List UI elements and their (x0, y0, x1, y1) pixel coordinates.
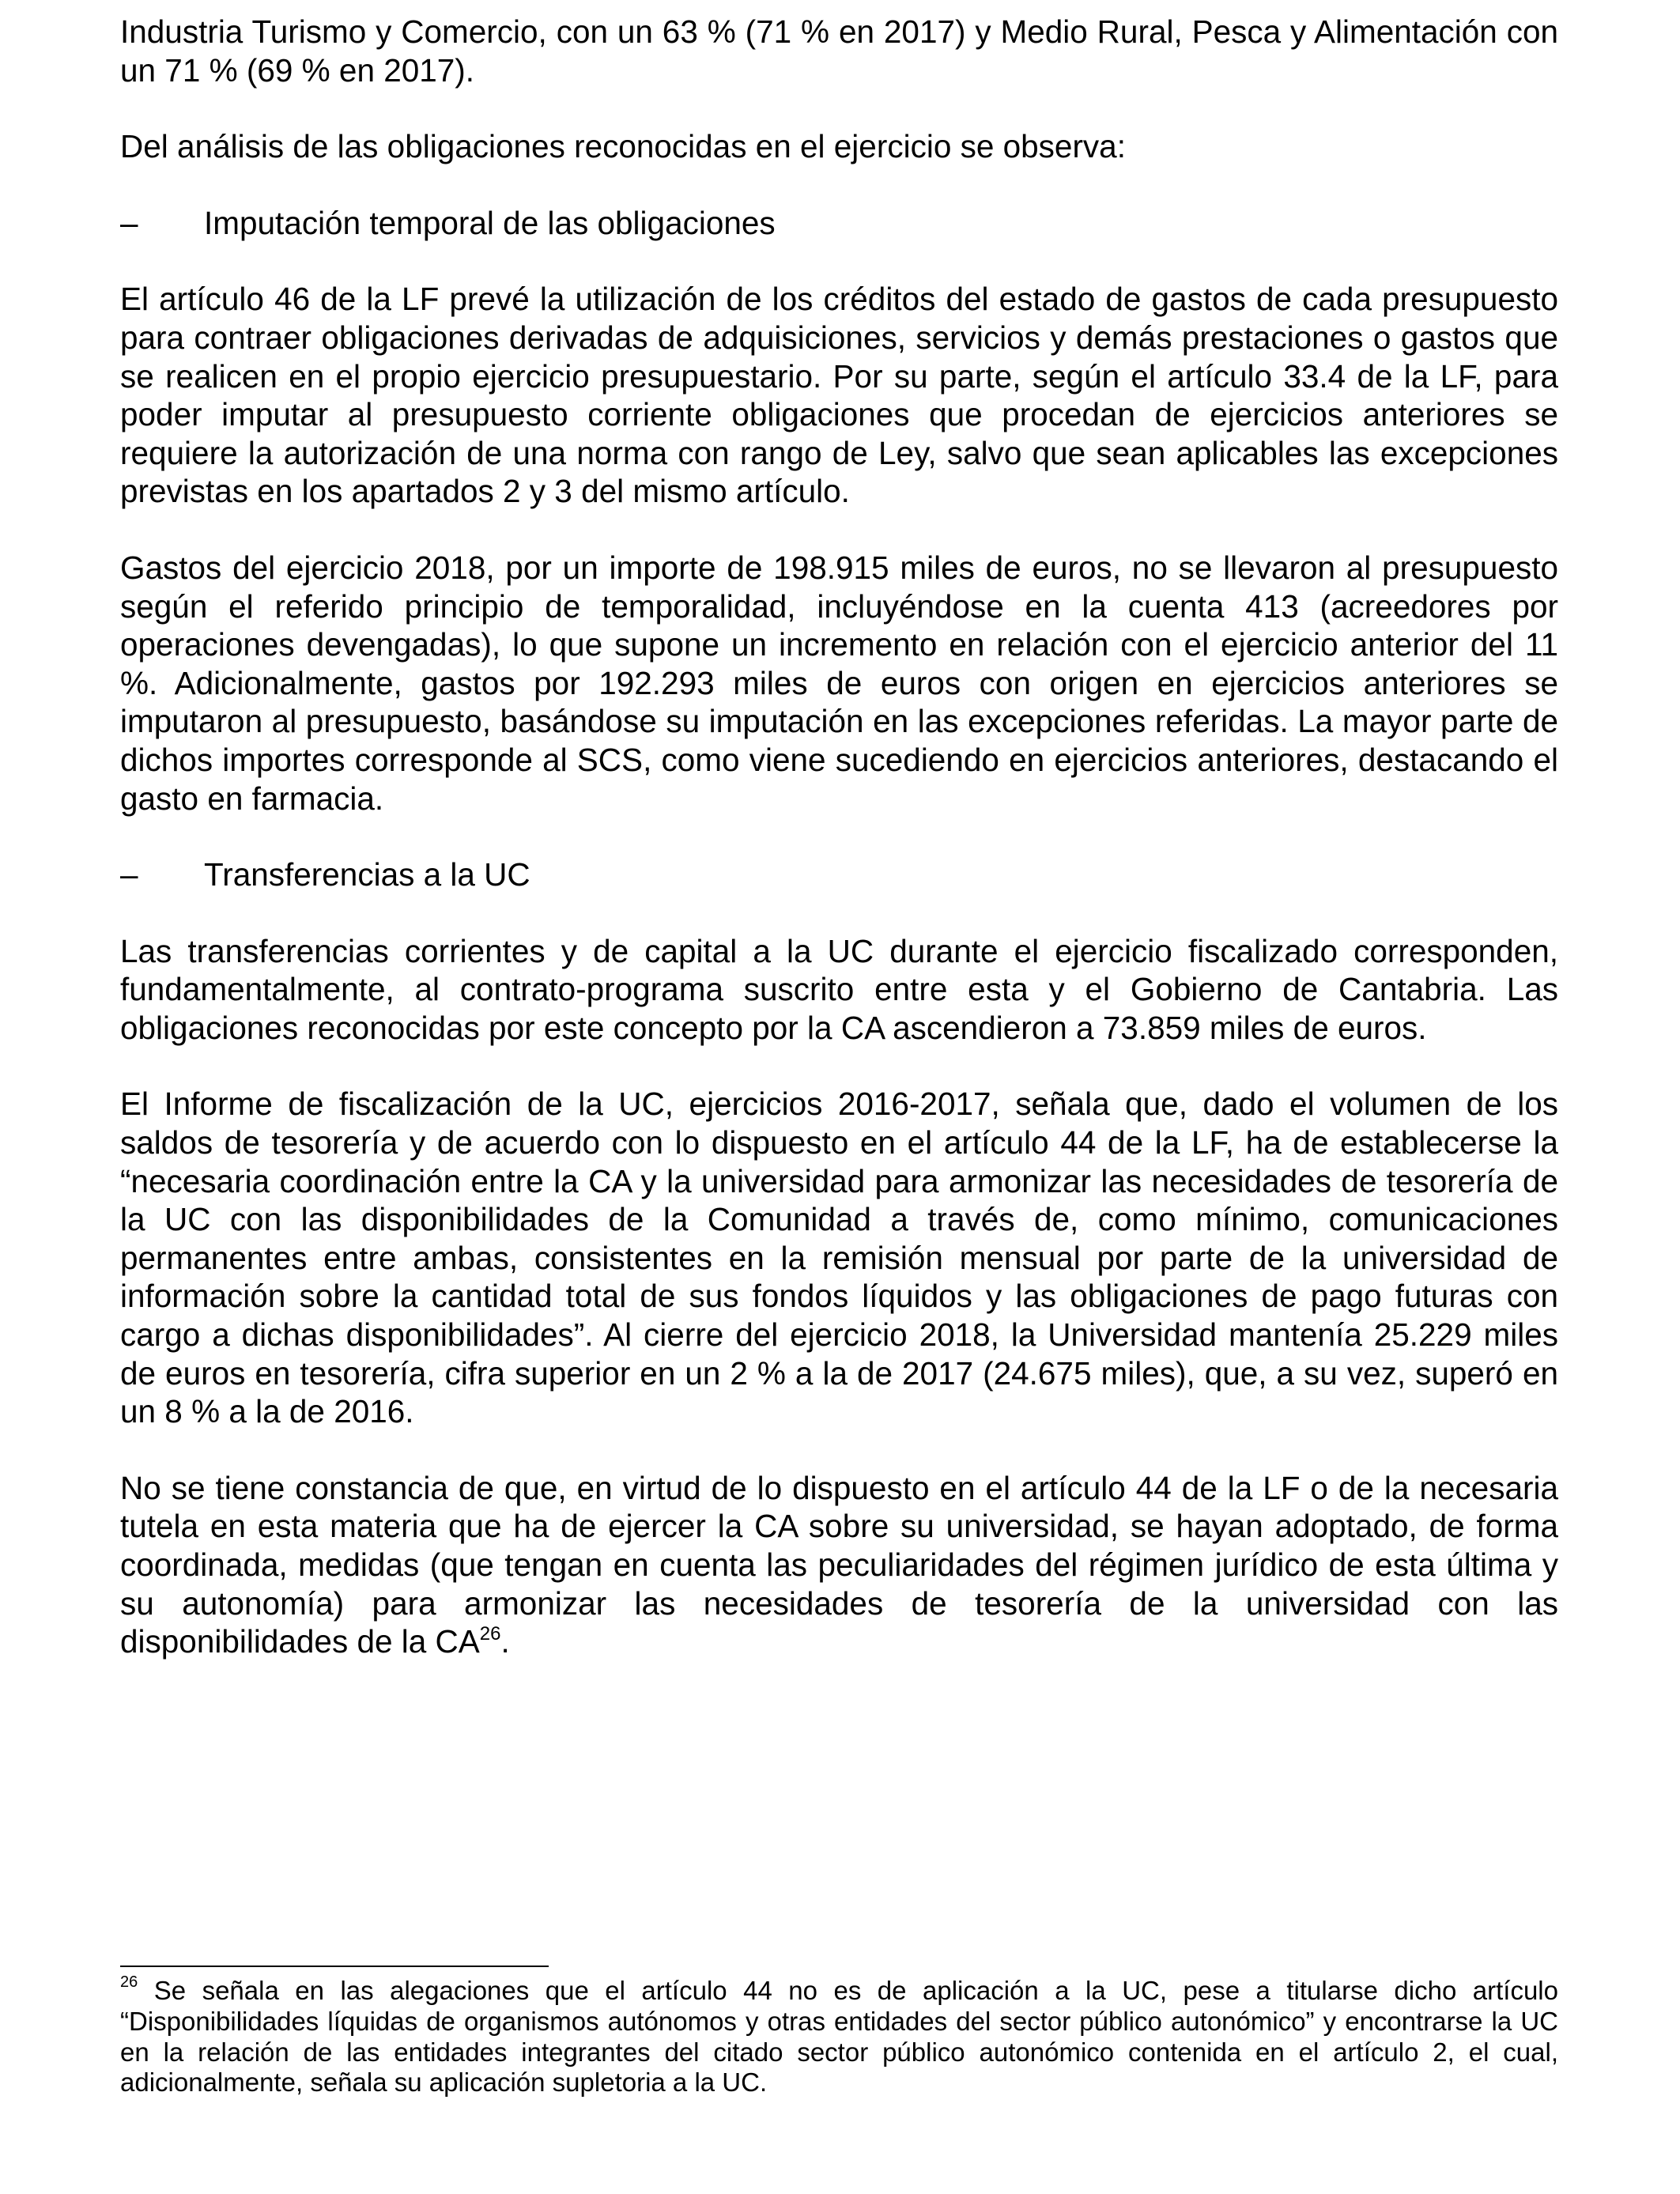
paragraph-expenses-2018: Gastos del ejercicio 2018, por un importe de 198.915 miles de euros, no se llevaron al presupuesto según el referido principio de temporalidad, incluyéndose en la cuenta 413 (acreedores por operaciones devengadas), lo que supone un incremento en relación con el ejercicio anterior del 11 %. Adicionalmente, gastos por 192.293 miles de euros con origen en ejercicios anteriores se imputaron al presupuesto, basándose su imputación en las excepciones referidas. La mayor parte de dichos importes corresponde al SCS, como viene sucediendo en ejercicios anteriores, destacando el gasto en farmacia. (120, 549, 1558, 817)
paragraph-uc-transfers: Las transferencias corrientes y de capital a la UC durante el ejercicio fiscalizado corresponden, fundamentalmente, al contrato-programa suscrito entre esta y el Gobierno de Cantabria. Las obligaciones reconocidas por este concepto por la CA ascendieron a 73.859 miles de euros. (120, 932, 1558, 1046)
list-item-temporal-imputation (120, 204, 1558, 243)
list-item-uc-transfers (120, 855, 1558, 894)
paragraph-no-evidence-text: No se tiene constancia de que, en virtud de lo dispuesto en el artículo 44 de la LF o de la necesaria tutela en esta materia que ha de ejercer la CA sobre su universidad, se hayan adoptado, de forma coordinada, medidas (que tengan en cuenta las peculiaridades del régimen jurídico de esta última y su autonomía) para armonizar las necesidades de tesorería de la universidad con las disponibilidades de la CA (120, 1469, 1558, 1660)
section-heading-temporal-imputation: Imputación temporal de las obligaciones (204, 204, 776, 241)
footnote-text: Se señala en las alegaciones que el artículo 44 no es de aplicación a la UC, pese a titularse dicho artículo “Disponibilidades líquidas de organismos autónomos y otras entidades del sector público autonómico” y encontrarse la UC en la relación de las entidades integrantes del citado sector público autonómico contenida en el artículo 2, el cual, adicionalmente, señala su aplicación supletoria a la UC. (120, 1976, 1558, 2098)
footnote-reference[interactable]: 26 (479, 1622, 501, 1645)
paragraph-intro-continuation: Industria Turismo y Comercio, con un 63 % (71 % en 2017) y Medio Rural, Pesca y Alimentación con un 71 % (69 % en 2017). (120, 13, 1558, 89)
paragraph-uc-audit-report: El Informe de fiscalización de la UC, ejercicios 2016-2017, señala que, dado el volumen de los saldos de tesorería y de acuerdo con lo dispuesto en el artículo 44 de la LF, ha de establecerse la “necesaria coordinación entre la CA y la universidad para armonizar las necesidades de tesorería de la UC con las disponibilidades de la Comunidad a través de, como mínimo, comunicaciones permanentes entre ambas, consistentes en la remisión mensual por parte de la universidad de información sobre la cantidad total de sus fondos líquidos y las obligaciones de pago futuras con cargo a dichas disponibilidades”. Al cierre del ejercicio 2018, la Universidad mantenía 25.229 miles de euros en tesorería, cifra superior en un 2 % a la de 2017 (24.675 miles), que, a su vez, superó en un 8 % a la de 2016. (120, 1086, 1558, 1430)
footnote-paragraph (120, 1973, 1558, 2098)
footnote-number: 26 (120, 1973, 138, 1991)
footnote-separator (120, 1966, 549, 1967)
paragraph-no-evidence (120, 1469, 1558, 1661)
footnote (120, 1973, 1558, 2098)
paragraph-article-46: El artículo 46 de la LF prevé la utilización de los créditos del estado de gastos de cada presupuesto para contraer obligaciones derivadas de adquisiciones, servicios y demás prestaciones o gastos que se realicen en el propio ejercicio presupuestario. Por su parte, según el artículo 33.4 de la LF, para poder imputar al presupuesto corriente obligaciones que procedan de ejercicios anteriores se requiere la autorización de una norma con rango de Ley, salvo que sean aplicables las excepciones previstas en los apartados 2 y 3 del mismo artículo. (120, 281, 1558, 510)
dash-bullet: – (120, 856, 138, 893)
dash-bullet: – (120, 204, 138, 241)
document-body (120, 13, 1558, 1661)
section-heading-uc-transfers: Transferencias a la UC (204, 856, 530, 893)
paragraph-analysis-intro: Del análisis de las obligaciones reconocidas en el ejercicio se observa: (120, 128, 1126, 165)
paragraph-end-period: . (500, 1623, 510, 1660)
